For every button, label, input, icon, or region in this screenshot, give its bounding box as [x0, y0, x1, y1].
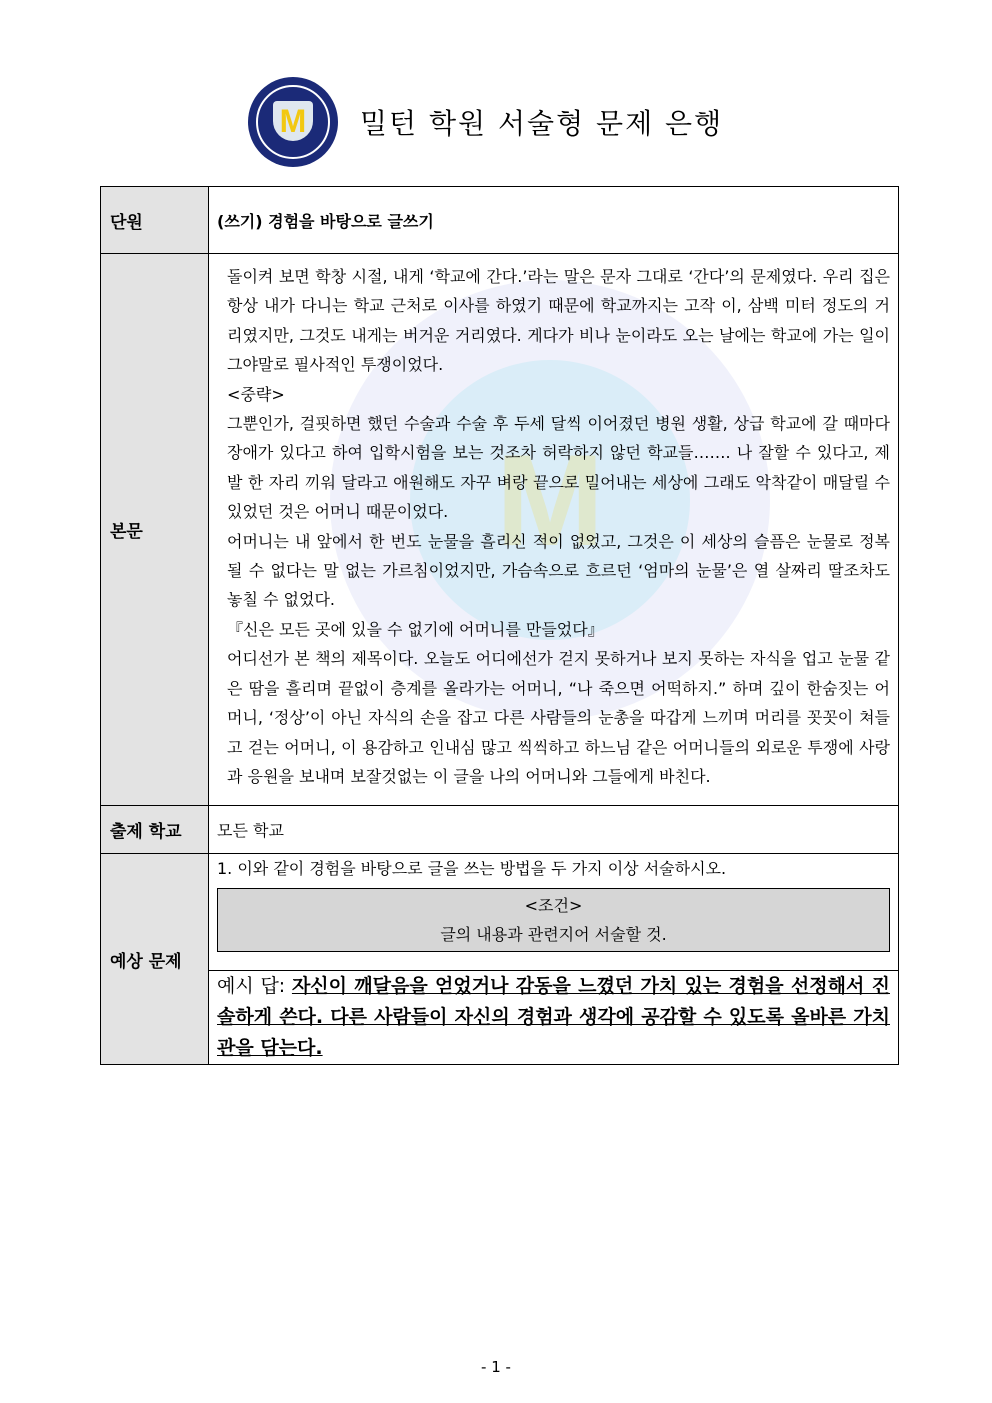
- school-label: 출제 학교: [101, 806, 209, 854]
- answer-prefix: 예시 답:: [217, 975, 292, 998]
- problem-question-row: [101, 854, 899, 971]
- answer-text: 자신이 깨달음을 얻었거나 감동을 느꼈던 가치 있는 경험을 선정해서 진솔하게 쓴다. 다른 사람들이 자신의 경험과 생각에 공감할 수 있도록 올바른 가치관을 담는다.: [217, 975, 890, 1060]
- body-paragraph: 『신은 모든 곳에 있을 수 없기에 어머니를 만들었다』: [227, 619, 604, 639]
- page-number: - 1 -: [481, 1358, 511, 1376]
- body-paragraph: 돌이켜 보면 학창 시절, 내게 ‘학교에 간다.’라는 말은 문자 그대로 ‘간다’의 문제였다. 우리 집은 항상 내가 다니는 학교 근처로 이사를 하였기 때문에 학교까지는 고작 이, 삼백 미터 정도의 거리였지만, 그것도 내게는 버거운 거리였다. 게다가 비나 눈이라도 오는 날에는 학교에 가는 일이 그야말로 필사적인 투쟁이었다.: [227, 267, 890, 375]
- document-header: [248, 78, 723, 166]
- body-label: 본문: [101, 254, 209, 806]
- body-paragraph: <중략>: [227, 384, 285, 404]
- watermark-letter: M: [495, 427, 605, 573]
- unit-row: [101, 187, 899, 254]
- body-paragraph: 어머니는 내 앞에서 한 번도 눈물을 흘리신 적이 없었고, 그것은 이 세상의 슬픔은 눈물로 정복될 수 없다는 말 없는 가르침이었지만, 가슴속으로 흐르던 ‘엄마의 눈물’은 열 살짜리 딸조차도 놓칠 수 없었다.: [227, 531, 890, 610]
- logo-letter: M: [279, 103, 307, 139]
- school-value: 모든 학교: [209, 806, 899, 854]
- example-answer: [217, 971, 890, 1064]
- body-cell: [209, 254, 899, 806]
- unit-label: 단원: [101, 187, 209, 254]
- body-paragraph: 그뿐인가, 걸핏하면 했던 수술과 수술 후 두세 달씩 이어졌던 병원 생활, 상급 학교에 갈 때마다 장애가 있다고 하여 입학시험을 보는 것조차 허락하지 않던 학교들……. 나 잘할 수 있다고, 제발 한 자리 끼워 달라고 애원해도 자꾸 벼랑 끝으로 밀어내는 세상에 그래도 악착같이 매달릴 수 있었던 것은 어머니 때문이었다.: [227, 414, 890, 522]
- body-row: [101, 254, 899, 806]
- question-table: [100, 186, 899, 1065]
- academy-logo: [248, 77, 338, 167]
- problem-label: 예상 문제: [101, 854, 209, 1065]
- unit-value: (쓰기) 경험을 바탕으로 글쓰기: [209, 187, 899, 254]
- problem-question: 1. 이와 같이 경험을 바탕으로 글을 쓰는 방법을 두 가지 이상 서술하시오.: [217, 859, 727, 879]
- problem-answer-row: [101, 971, 899, 1065]
- document-title: 밀턴 학원 서술형 문제 은행: [360, 107, 724, 140]
- body-paragraph: 어디선가 본 책의 제목이다. 오늘도 어디에선가 걷지 못하거나 보지 못하는 자식을 업고 눈물 같은 땀을 흘리며 끝없이 층계를 올라가는 어머니, “나 죽으면 어떡하지.” 하며 깊이 한숨짓는 어머니, ‘정상’이 아닌 자식의 손을 잡고 다른 사람들의 눈총을 따갑게 느끼며 머리를 꼿꼿이 쳐들고 걷는 어머니, 이 용감하고 인내심 많고 씩씩하고 하느님 같은 어머니들의 외로운 투쟁에 사랑과 응원을 보내며 보잘것없는 이 글을 나의 어머니와 그들에게 바친다.: [227, 649, 890, 786]
- problem-question-cell: [209, 854, 899, 971]
- condition-text: 글의 내용과 관련지어 서술할 것.: [440, 925, 667, 945]
- answer-cell: [209, 971, 899, 1065]
- body-text: [227, 262, 890, 791]
- school-row: [101, 806, 899, 854]
- condition-title: <조건>: [524, 896, 583, 916]
- condition-box: [217, 888, 890, 952]
